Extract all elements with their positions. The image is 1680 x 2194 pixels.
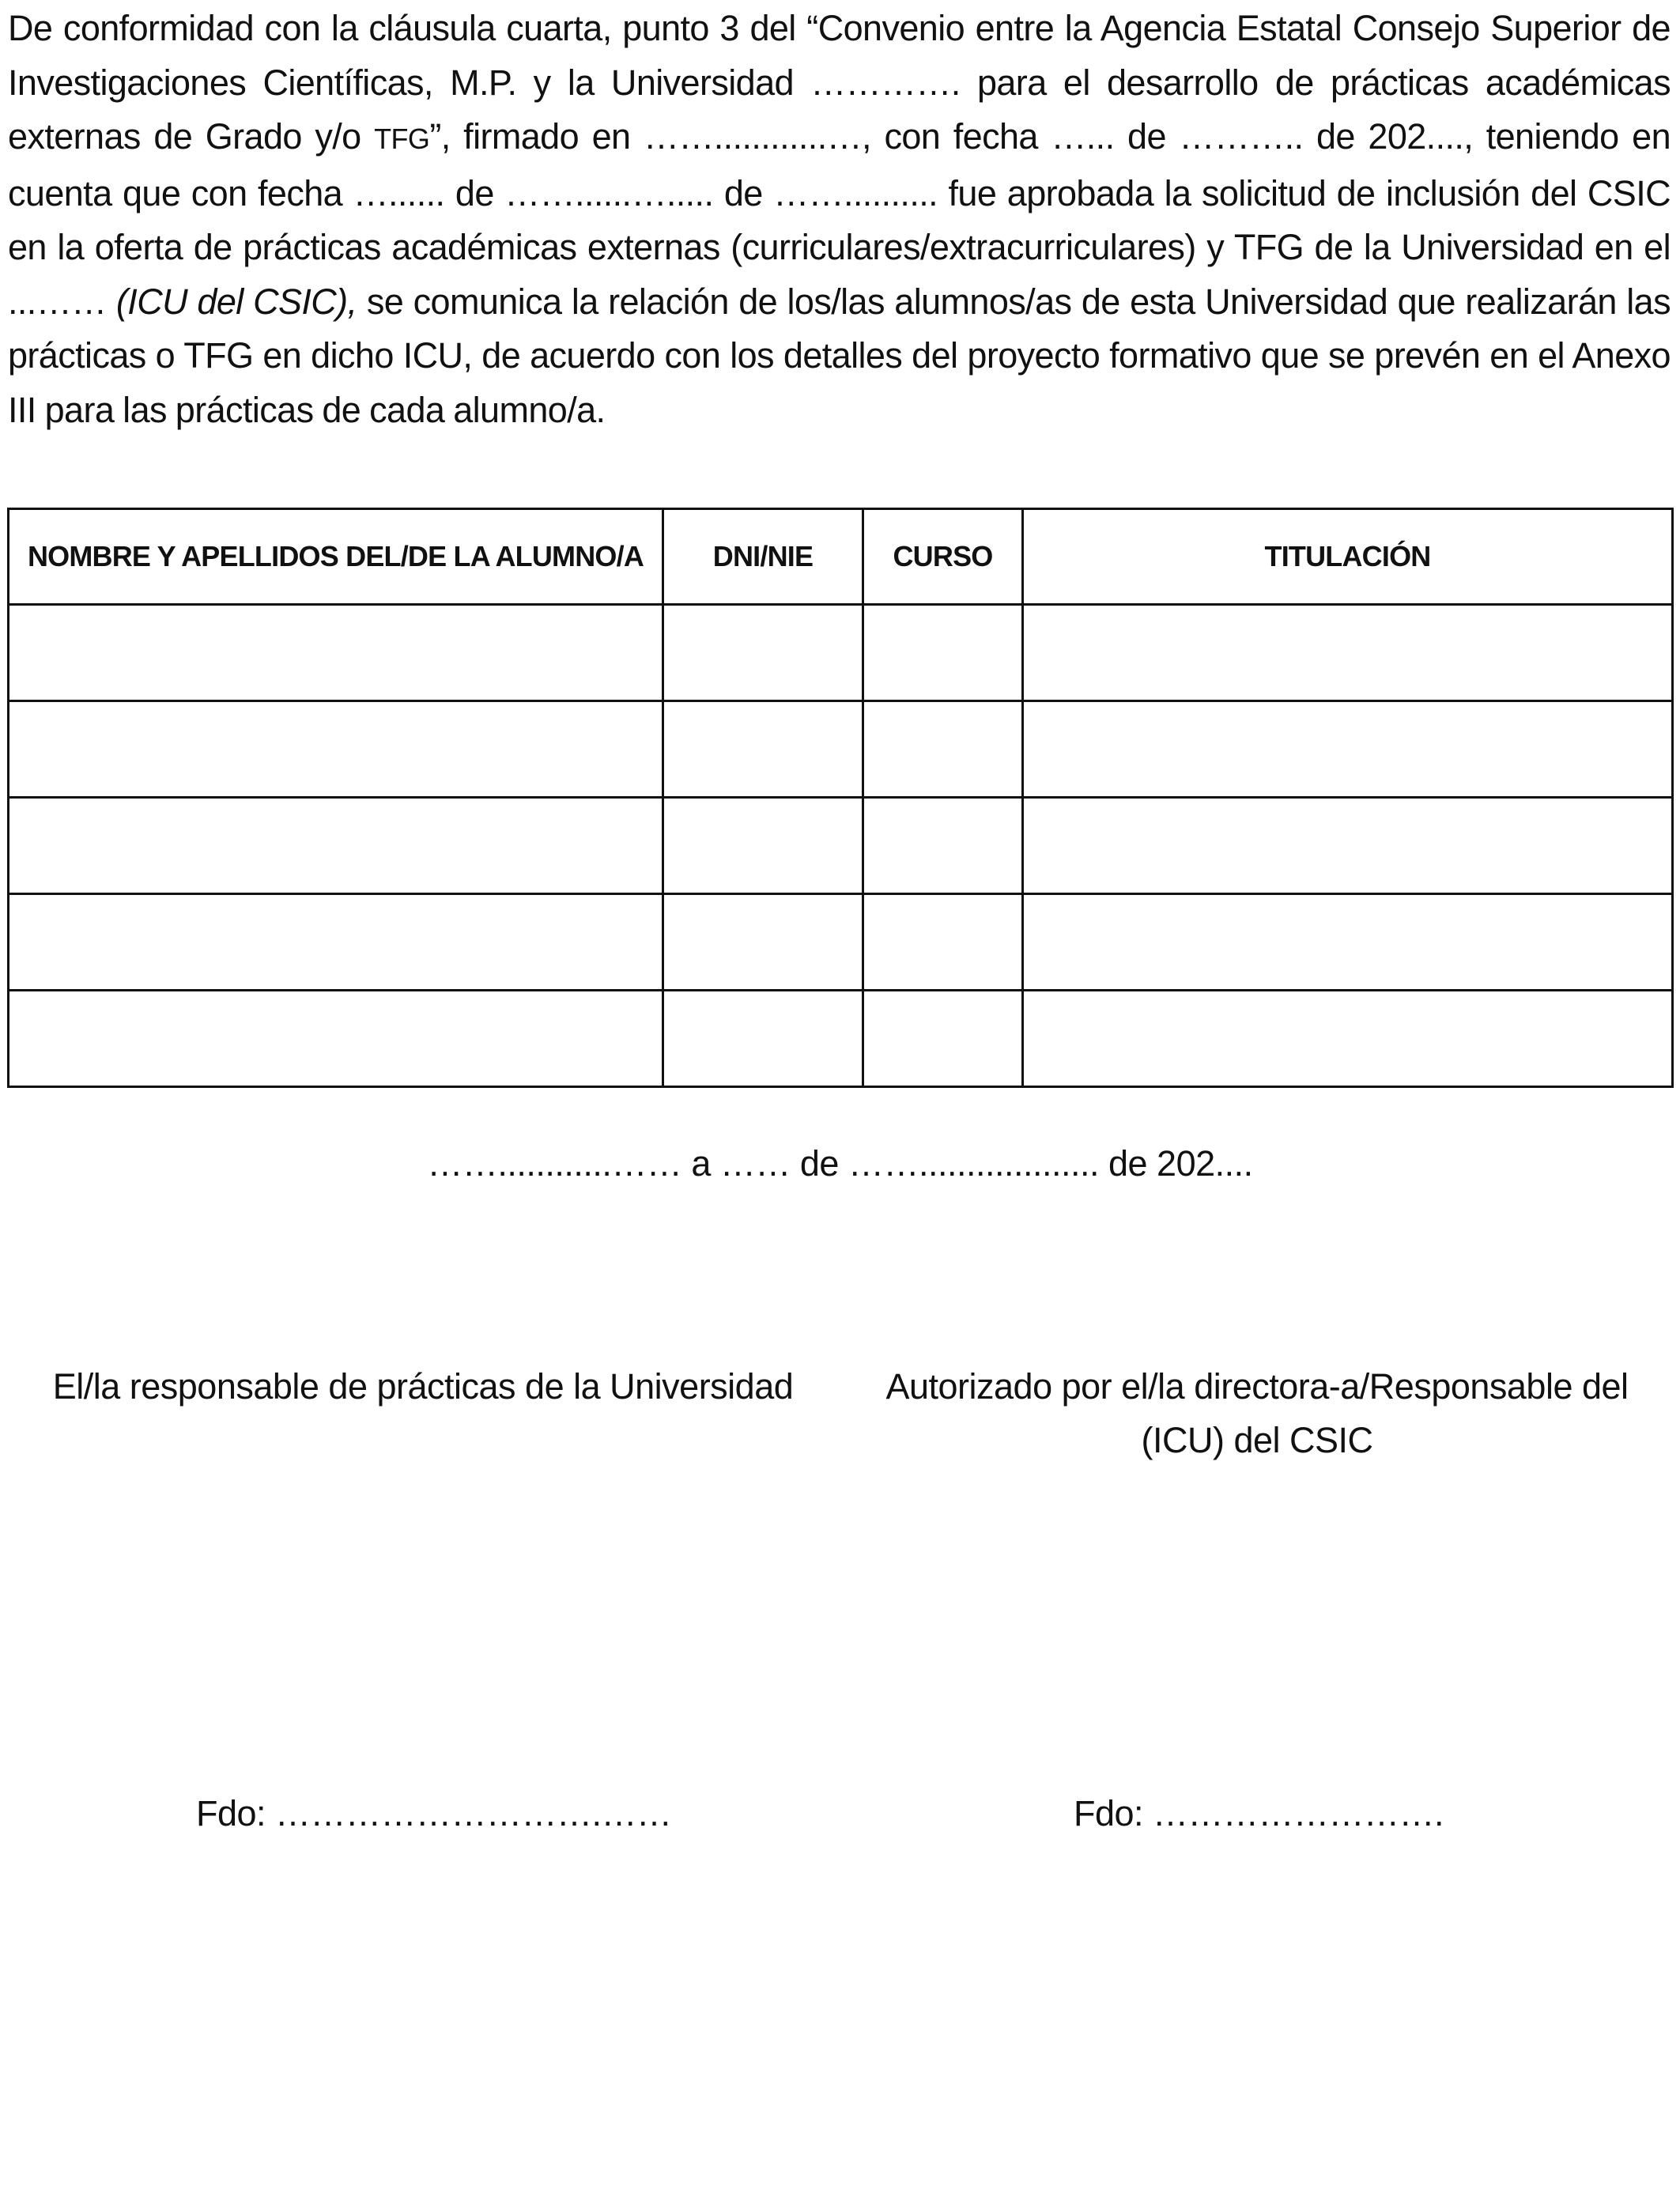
- signature-fdo-csic: Fdo: …………………….: [1074, 1793, 1444, 1833]
- table-row: [9, 701, 1673, 798]
- table-header-row: [9, 509, 1673, 605]
- cell-curso[interactable]: [863, 605, 1023, 701]
- cell-dni[interactable]: [663, 798, 863, 894]
- intro-italic-icu: (ICU del CSIC),: [115, 281, 357, 322]
- cell-name[interactable]: [9, 605, 663, 701]
- cell-dni[interactable]: [663, 991, 863, 1087]
- table-row: [9, 991, 1673, 1087]
- signature-title-university: El/la responsable de prácticas de la Universidad: [52, 1366, 794, 1407]
- signature-fdo-university: Fdo: ……………………….……: [196, 1793, 672, 1833]
- cell-curso[interactable]: [863, 991, 1023, 1087]
- cell-curso[interactable]: [863, 894, 1023, 991]
- signature-block-csic: [878, 1360, 1637, 1467]
- cell-curso[interactable]: [863, 701, 1023, 798]
- cell-curso[interactable]: [863, 798, 1023, 894]
- header-titulacion: TITULACIÓN: [1023, 509, 1673, 605]
- cell-titulacion[interactable]: [1023, 894, 1673, 991]
- table-row: [9, 605, 1673, 701]
- cell-dni[interactable]: [663, 894, 863, 991]
- cell-titulacion[interactable]: [1023, 991, 1673, 1087]
- signature-title-csic-line1: Autorizado por el/la directora-a/Responsable del: [885, 1366, 1629, 1407]
- students-table: [7, 508, 1674, 1088]
- cell-dni[interactable]: [663, 701, 863, 798]
- cell-name[interactable]: [9, 894, 663, 991]
- cell-titulacion[interactable]: [1023, 701, 1673, 798]
- header-name: NOMBRE Y APELLIDOS DEL/DE LA ALUMNO/A: [9, 509, 663, 605]
- cell-name[interactable]: [9, 798, 663, 894]
- intro-text-1: De conformidad con la cláusula cuarta, punto 3 del “Convenio entre la Agencia Estatal Consejo Superior de Investigaciones Científicas, M.P. y la Universidad …………. para el desarrollo de prácticas académicas externas de Grado y/o: [8, 8, 1671, 157]
- signature-block-university: [32, 1360, 814, 1414]
- header-dni: DNI/NIE: [663, 509, 863, 605]
- header-curso: CURSO: [863, 509, 1023, 605]
- cell-dni[interactable]: [663, 605, 863, 701]
- intro-paragraph: [8, 2, 1671, 437]
- intro-text-3: se comunica la relación de los/las alumnos/as de esta Universidad que realizarán las prácticas o TFG en dicho ICU, de acuerdo con los detalles del proyecto formativo que se prevén en el Anexo III para las prácticas de cada alumno/a.: [8, 281, 1671, 430]
- place-date-line: ……............…… a …… de ……................... de 202....: [427, 1143, 1253, 1184]
- cell-name[interactable]: [9, 991, 663, 1087]
- cell-name[interactable]: [9, 701, 663, 798]
- table-row: [9, 798, 1673, 894]
- cell-titulacion[interactable]: [1023, 605, 1673, 701]
- table-row: [9, 894, 1673, 991]
- cell-titulacion[interactable]: [1023, 798, 1673, 894]
- intro-text-2: ”, firmado en ……............…, con fecha …... de ……….. de 202...., teniendo en cuenta que con fecha …...... de ……......…..... de …….......... fue aprobada la solicitud de inclusión del CSIC en la oferta de prácticas académicas externas (curriculares/extracurriculares) y TFG de la Universidad en el ...……: [8, 116, 1671, 322]
- signature-title-csic-line2: (ICU) del CSIC: [1141, 1420, 1373, 1460]
- intro-text-tfg: TFG: [374, 123, 430, 155]
